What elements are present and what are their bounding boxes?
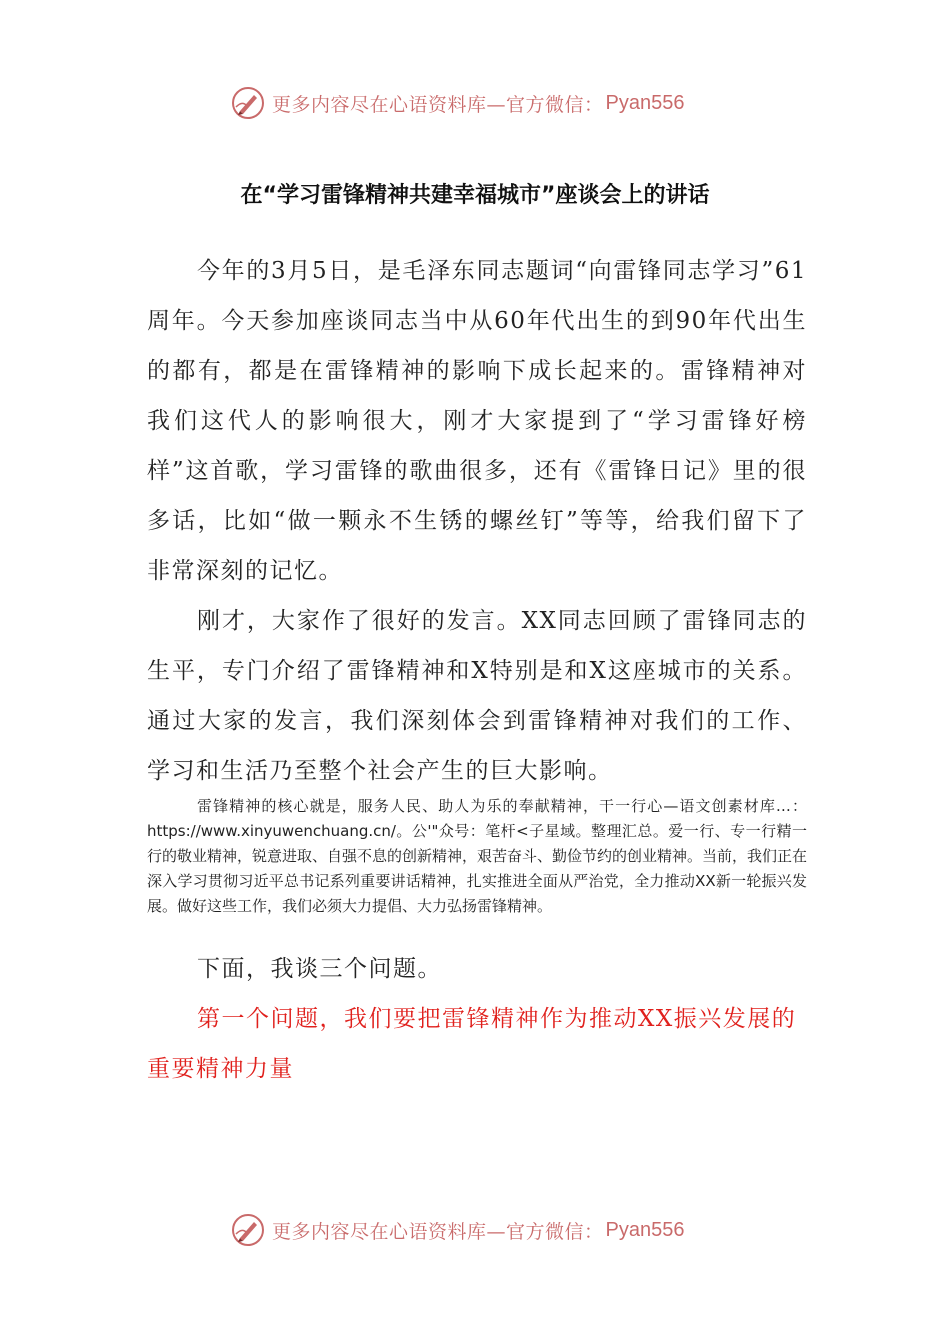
paragraph-2: 刚才，大家作了很好的发言。XX同志回顾了雷锋同志的生平，专门介绍了雷锋精神和X特别是和X这座城市的关系。通过大家的发言，我们深刻体会到雷锋精神对我们的工作、学习和生活乃至整个社会产生的巨大影响。 bbox=[147, 608, 807, 784]
header-banner bbox=[230, 83, 684, 123]
header-wechat-id: Pyan556 bbox=[605, 91, 685, 114]
footer-banner-text: 更多内容尽在心语资料库—官方微信： bbox=[272, 1220, 604, 1243]
paragraph-1: 今年的3月5日，是毛泽东同志题词“向雷锋同志学习”61周年。今天参加座谈同志当中从60年代出生的到90年代出生的都有，都是在雷锋精神的影响下成长起来的。雷锋精神对我们这代人的影响很大，刚才大家提到了“学习雷锋好榜样”这首歌，学习雷锋的歌曲很多，还有《雷锋日记》里的很多话，比如“做一颗永不生锈的螺丝钉”等等，给我们留下了非常深刻的记忆。 bbox=[147, 258, 807, 584]
footer-wechat-id: Pyan556 bbox=[605, 1218, 685, 1241]
paragraph-3: 下面，我谈三个问题。 bbox=[197, 956, 442, 982]
header-banner-text: 更多内容尽在心语资料库—官方微信： bbox=[272, 93, 604, 116]
pen-logo-icon bbox=[230, 85, 266, 121]
document-title: 在“学习雷锋精神共建幸福城市”座谈会上的讲话 bbox=[240, 183, 710, 208]
pen-logo-icon bbox=[230, 1212, 266, 1248]
footer-banner bbox=[230, 1210, 684, 1250]
section-heading-1: 第一个问题，我们要把雷锋精神作为推动XX振兴发展的重要精神力量 bbox=[147, 1006, 797, 1082]
paragraph-small: 雷锋精神的核心就是，服务人民、助人为乐的奉献精神，干一行心—语文创素材库…：https://www.xinyuwenchuang.cn/。公'"众号：笔杆<子星域。整理汇总。爱一行、专一行精一行的敬业精神，锐意进取、自强不息的创新精神，艰苦奋斗、勤俭节约的创业精神。当前，我们正在深入学习贯彻习近平总书记系列重要讲话精神，扎实推进全面从严治党，全力推动XX新一轮振兴发展。做好这些工作，我们必须大力提倡、大力弘扬雷锋精神。 bbox=[147, 797, 808, 915]
